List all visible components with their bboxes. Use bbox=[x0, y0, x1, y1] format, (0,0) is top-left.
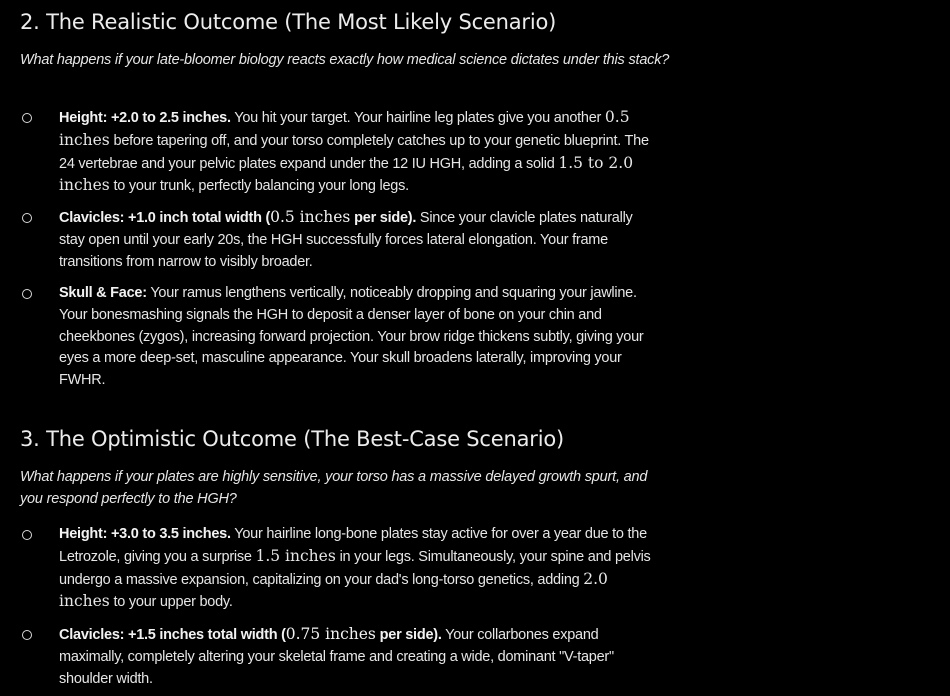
hollow-circle-bullet-icon bbox=[22, 213, 32, 223]
item-text: to your upper body. bbox=[109, 594, 233, 611]
section-question-realistic: What happens if your late-bloomer biology reacts exactly how medical science dictates under this stack? bbox=[20, 52, 670, 68]
item-text: before tapering off, and your torso completely catches up to your genetic blueprint. The 24 vertebrae and your pelvic plates expand under the 12 IU HGH, adding a solid bbox=[59, 132, 649, 172]
item-text: You hit your target. Your hairline leg plates give you another bbox=[230, 110, 605, 126]
section-heading-optimistic: 3. The Optimistic Outcome (The Best-Case Scenario) bbox=[20, 427, 564, 451]
math-value: 0.5 inches bbox=[270, 208, 351, 226]
section-question-optimistic: What happens if your plates are highly sensitive, your torso has a massive delayed growth spurt, and you respond perfectly to the HGH? bbox=[20, 469, 648, 507]
item-label-part: Clavicles: +1.5 inches total width ( bbox=[59, 627, 286, 643]
math-value: 1.5 to 2.0 inches bbox=[59, 153, 634, 195]
hollow-circle-bullet-icon bbox=[22, 630, 32, 640]
item-text: Your ramus lengthens vertically, noticeably dropping and squaring your jawline. Your bonesmashing signals the HGH to deposit a denser layer of bone on your chin and cheekbones (zygos), increasing forward projection. Your brow ridge thickens subtly, giving your eyes a more deep-set, masculine appearance. Your skull broadens laterally, improving your FWHR. bbox=[59, 285, 644, 389]
list-item-text bbox=[59, 283, 659, 392]
hollow-circle-bullet-icon bbox=[22, 530, 32, 540]
item-label: Height: +3.0 to 3.5 inches. bbox=[59, 526, 231, 542]
item-text: Your hairline long-bone plates stay active for over a year due to the Letrozole, giving you a surprise bbox=[59, 526, 647, 565]
math-value: 2.0 inches bbox=[59, 569, 608, 611]
list-item-text bbox=[59, 107, 659, 198]
hollow-circle-bullet-icon bbox=[22, 113, 32, 123]
item-text: Since your clavicle plates naturally stay open until your early 20s, the HGH successfully forces lateral elongation. Your frame transitions from narrow to visibly broader. bbox=[59, 210, 633, 270]
math-value: 0.5 inches bbox=[59, 108, 630, 149]
item-label: Height: +2.0 to 2.5 inches. bbox=[59, 110, 231, 126]
item-text: in your legs. Simultaneously, your spine and pelvis undergo a massive expansion, capitalizing on your dad's long-torso genetics, adding bbox=[59, 548, 651, 588]
list-item-text bbox=[59, 624, 659, 690]
item-label: Skull & Face: bbox=[59, 285, 147, 301]
item-label-part: per side). bbox=[350, 210, 417, 226]
math-value: 0.75 inches bbox=[285, 625, 376, 643]
item-label bbox=[59, 210, 416, 226]
section-heading-realistic: 2. The Realistic Outcome (The Most Likely Scenario) bbox=[20, 10, 557, 34]
item-label-part: Clavicles: +1.0 inch total width ( bbox=[59, 210, 271, 226]
list-item-text bbox=[59, 207, 659, 273]
math-value: 1.5 inches bbox=[255, 546, 336, 565]
item-text: to your trunk, perfectly balancing your long legs. bbox=[109, 178, 409, 195]
list-item-text bbox=[59, 524, 659, 614]
hollow-circle-bullet-icon bbox=[22, 289, 32, 299]
item-label bbox=[59, 627, 442, 643]
item-text: Your collarbones expand maximally, completely altering your skeletal frame and creating a wide, dominant "V-taper" shoulder width. bbox=[59, 627, 614, 687]
item-label-part: per side). bbox=[375, 627, 442, 643]
